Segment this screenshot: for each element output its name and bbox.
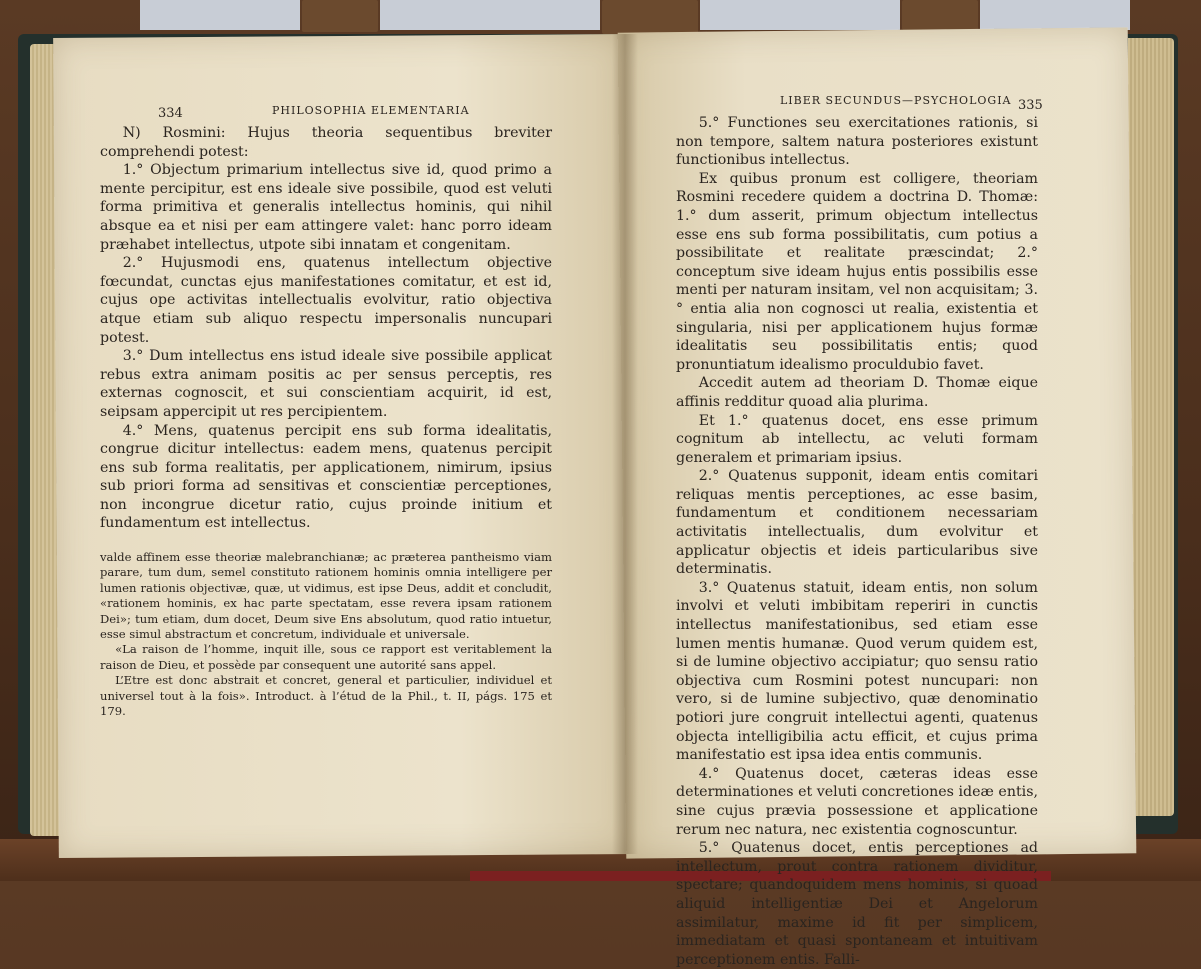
paragraph: 5.° Functiones seu exercitationes rationis, si non tempore, saltem natura posteriores existunt functionibus intellectus.: [676, 115, 1038, 169]
book-gutter: [612, 34, 638, 854]
left-page-body: [100, 124, 552, 533]
paragraph: 3.° Dum intellectus ens istud ideale sive possibile applicat rebus extra animam positis ac per sensus perceptis, res externas cognoscit, et sui conscientiam acquirit, id est, seipsam appercipit ut res percipientem.: [100, 348, 552, 420]
background-wall-far-right: [980, 0, 1130, 30]
left-page-number: 334: [158, 106, 183, 121]
paragraph: 4.° Quatenus docet, cæteras ideas esse determinationes et veluti concretiones ideæ entis, sine cujus prævia possessione et applicatione rerum nec natura, nec existentia cognoscuntur.: [676, 765, 1038, 838]
paragraph: Accedit autem ad theoriam D. Thomæ eique affinis redditur quoad alia plurima.: [676, 375, 1038, 410]
footnote-text: «La raison de l’homme, inquit ille, sous ce rapport est veritablement la raison de Dieu, et possède par consequent une autorité sans appel.: [100, 642, 552, 672]
paragraph: 2.° Hujusmodi ens, quatenus intellectum objective fœcundat, cunctas ejus manifestationes comitatur, et est id, cujus ope activitas intellectualis evolvitur, ratio objectiva atque etiam sub aliquo respectu impersonalis nuncupari potest.: [100, 255, 552, 346]
left-page-footnotes: [100, 550, 552, 719]
background-wall-middle: [380, 0, 600, 30]
right-page-number: 335: [1018, 98, 1043, 113]
paragraph: N) Rosmini: Hujus theoria sequentibus breviter comprehendi potest:: [100, 125, 552, 160]
background-wall-right: [700, 0, 900, 30]
paragraph: 2.° Quatenus supponit, ideam entis comitari reliquas mentis perceptiones, ac esse basim, fundamentum et conditionem necessariam activitatis intellectualis, dum evolvitur et applicatur objectis et ideis particularibus sive determinatis.: [676, 468, 1038, 578]
book-stand-post: [302, 0, 378, 32]
right-page-edges: [1128, 38, 1174, 816]
paragraph: Et 1.° quatenus docet, ens esse primum cognitum ab intellectu, ac veluti formam generalem et primariam ipsius.: [676, 412, 1038, 466]
right-running-head: LIBER SECUNDUS—PSYCHOLOGIA: [780, 94, 1012, 107]
footnote-text: valde affinem esse theoriæ malebranchianæ; ac præterea pantheismo viam parare, tum dum, semel constituto rationem hominis omnia intelligere per lumen rationis objectivæ, quæ, ut vidimus, est ipse Deus, addit et concludit, «rationem hominis, ex hac parte spectatam, esse revera ipsam rationem Dei»; tum etiam, dum docet, Deum sive Ens absolutum, quod ratio intuetur, esse simul abstractum et concretum, individuale et universale.: [100, 550, 552, 642]
footnote-text: L’Etre est donc abstrait et concret, general et particulier, individuel et universel tout à la fois». Introduct. à l’étud de la Phil., t. II, págs. 175 et 179.: [100, 673, 552, 719]
left-running-head: PHILOSOPHIA ELEMENTARIA: [272, 104, 470, 117]
paragraph: Ex quibus pronum est colligere, theoriam Rosmini recedere quidem a doctrina D. Thomæ: 1.° dum asserit, primum objectum intellectus esse ens sub forma possibilitatis, cum potius a possibilitate et realitate præscindat; 2.° conceptum sive ideam hujus entis possibilis esse menti per naturam insitam, vel non acquisitam; 3.° entia alia non cognosci ut realia, existentia et singularia, nisi per applicationem hujus formæ idealitatis seu possibilitatis entis; quod pronuntiatum idealismo proculdubio favet.: [676, 170, 1038, 373]
paragraph: 5.° Quatenus docet, entis perceptiones ad intellectum, prout contra rationem dividitur, spectare; quandoquidem mens hominis, si quoad aliquid intelligentiæ Dei et Angelorum assimilatur, maxime id fit per simplicem, immediatam et quasi spontaneam et intuitivam perceptionem entis. Falli-: [676, 840, 1038, 968]
background-wall-left: [140, 0, 300, 30]
book-stand-post: [602, 0, 698, 34]
right-page-body: [676, 114, 1038, 969]
paragraph: 4.° Mens, quatenus percipit ens sub forma idealitatis, congrue dicitur intellectus: eadem mens, quatenus percipit ens sub forma realitatis, per applicationem, nimirum, ipsius sub priori forma ad sensitivas et conscientiæ perceptiones, non incongrue dicetur ratio, cujus proinde initium et fundamentum est intellectus.: [100, 422, 552, 532]
paragraph: 3.° Quatenus statuit, ideam entis, non solum involvi et veluti imbibitam reperiri in cunctis intellectus manifestationibus, sed etiam esse lumen mentis humanæ. Quod verum quidem est, si de lumine objectivo accipiatur; quo sensu ratio objectiva cum Rosmini potest nuncupari: non vero, si de lumine subjectivo, quæ denominatio potiori jure congruit intellectui agenti, quatenus objecta intelligibilia actu efficit, et cujus prima manifestatio est ipsa idea entis communis.: [676, 579, 1038, 764]
book-stand-post: [902, 0, 978, 30]
paragraph: 1.° Objectum primarium intellectus sive id, quod primo a mente percipitur, est ens ideale sive possibile, quod est veluti forma primitiva et generalis intellectus hominis, qui nihil absque ea et nisi per eam attingere valet: hanc porro ideam præhabet intellectus, utpote sibi innatam et congenitam.: [100, 162, 552, 253]
